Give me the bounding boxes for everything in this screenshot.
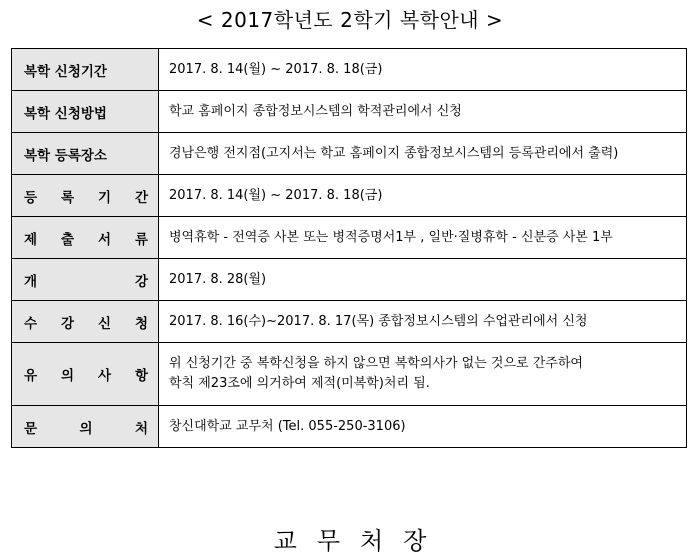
label-char: 유 — [24, 368, 38, 384]
row-label — [12, 343, 159, 406]
table-row — [12, 133, 687, 175]
table-row — [12, 259, 687, 301]
row-label-text — [24, 228, 148, 248]
row-value-line: 2017. 8. 14(월) ~ 2017. 8. 18(금) — [169, 187, 383, 203]
table-row — [12, 343, 687, 406]
label-char: 강 — [60, 315, 75, 332]
row-value-line: 위 신청기간 중 복학신청을 하지 않으면 복학의사가 없는 것으로 간주하여 — [169, 356, 583, 371]
row-label — [12, 91, 159, 133]
label-char: 제 — [24, 231, 38, 248]
label-char: 청 — [134, 315, 148, 332]
label-char: 출 — [60, 231, 75, 248]
info-table — [11, 48, 687, 448]
footer-char: 교 — [273, 527, 297, 555]
table-row — [12, 406, 687, 448]
row-value-line: 학교 홈페이지 종합정보시스템의 학적관리에서 신청 — [169, 103, 462, 119]
row-label-text: 복학 신청방법 — [24, 105, 107, 122]
label-char: 항 — [134, 368, 148, 384]
footer-char: 처 — [360, 527, 384, 555]
row-value-line: 병역휴학 - 전역증 사본 또는 병적증명서1부 , 일반·질병휴학 - 신분증 사본 1부 — [169, 229, 613, 245]
row-value — [159, 217, 687, 259]
label-char: 의 — [79, 420, 93, 437]
row-label-text: 복학 등록장소 — [24, 147, 107, 164]
row-label — [12, 301, 159, 343]
row-value — [159, 259, 687, 301]
row-value-line: 2017. 8. 14(월) ~ 2017. 8. 18(금) — [169, 61, 383, 77]
label-char: 신 — [97, 315, 112, 332]
row-value — [159, 133, 687, 175]
label-char: 류 — [134, 231, 148, 248]
table-row — [12, 175, 687, 217]
row-value-line: 2017. 8. 16(수)~2017. 8. 17(목) 종합정보시스템의 수업관리에서 신청 — [169, 313, 588, 329]
label-char: 개 — [24, 273, 38, 290]
row-label-text — [24, 417, 148, 437]
label-char: 수 — [24, 315, 38, 332]
row-label-text — [24, 312, 148, 332]
row-label — [12, 49, 159, 91]
row-label — [12, 406, 159, 448]
row-value — [159, 49, 687, 91]
table-row — [12, 301, 687, 343]
row-value — [159, 301, 687, 343]
row-label — [12, 133, 159, 175]
label-char: 록 — [60, 189, 75, 206]
row-value — [159, 175, 687, 217]
row-label — [12, 175, 159, 217]
row-value — [159, 343, 687, 406]
row-value-line: 경남은행 전지점(고지서는 학교 홈페이지 종합정보시스템의 등록관리에서 출력) — [169, 145, 619, 161]
footer-char: 무 — [316, 527, 340, 555]
table-row — [12, 217, 687, 259]
row-label — [12, 217, 159, 259]
row-value-line: 2017. 8. 28(월) — [169, 271, 267, 287]
row-value-line: 창신대학교 교무처 (Tel. 055-250-3106) — [169, 418, 406, 434]
row-label — [12, 259, 159, 301]
label-char: 처 — [134, 420, 148, 437]
row-label-text — [24, 186, 148, 206]
table-row — [12, 49, 687, 91]
label-char: 문 — [24, 420, 38, 437]
label-char: 사 — [97, 368, 112, 384]
row-value — [159, 406, 687, 448]
row-label-text — [24, 270, 148, 290]
footer-char: 장 — [403, 527, 427, 555]
label-char: 등 — [24, 189, 38, 206]
issuer-signature — [0, 521, 700, 556]
row-label-text: 복학 신청기간 — [24, 63, 107, 80]
row-value — [159, 91, 687, 133]
table-row — [12, 91, 687, 133]
label-char: 서 — [97, 231, 112, 248]
label-char: 간 — [134, 189, 148, 206]
row-label-text — [24, 364, 148, 384]
label-char: 강 — [134, 273, 148, 290]
row-value-line: 학칙 제23조에 의거하여 제적(미복학)처리 됨. — [169, 376, 430, 391]
label-char: 의 — [60, 368, 75, 384]
label-char: 기 — [97, 189, 112, 206]
page-title: < 2017학년도 2학기 복학안내 > — [196, 8, 504, 32]
